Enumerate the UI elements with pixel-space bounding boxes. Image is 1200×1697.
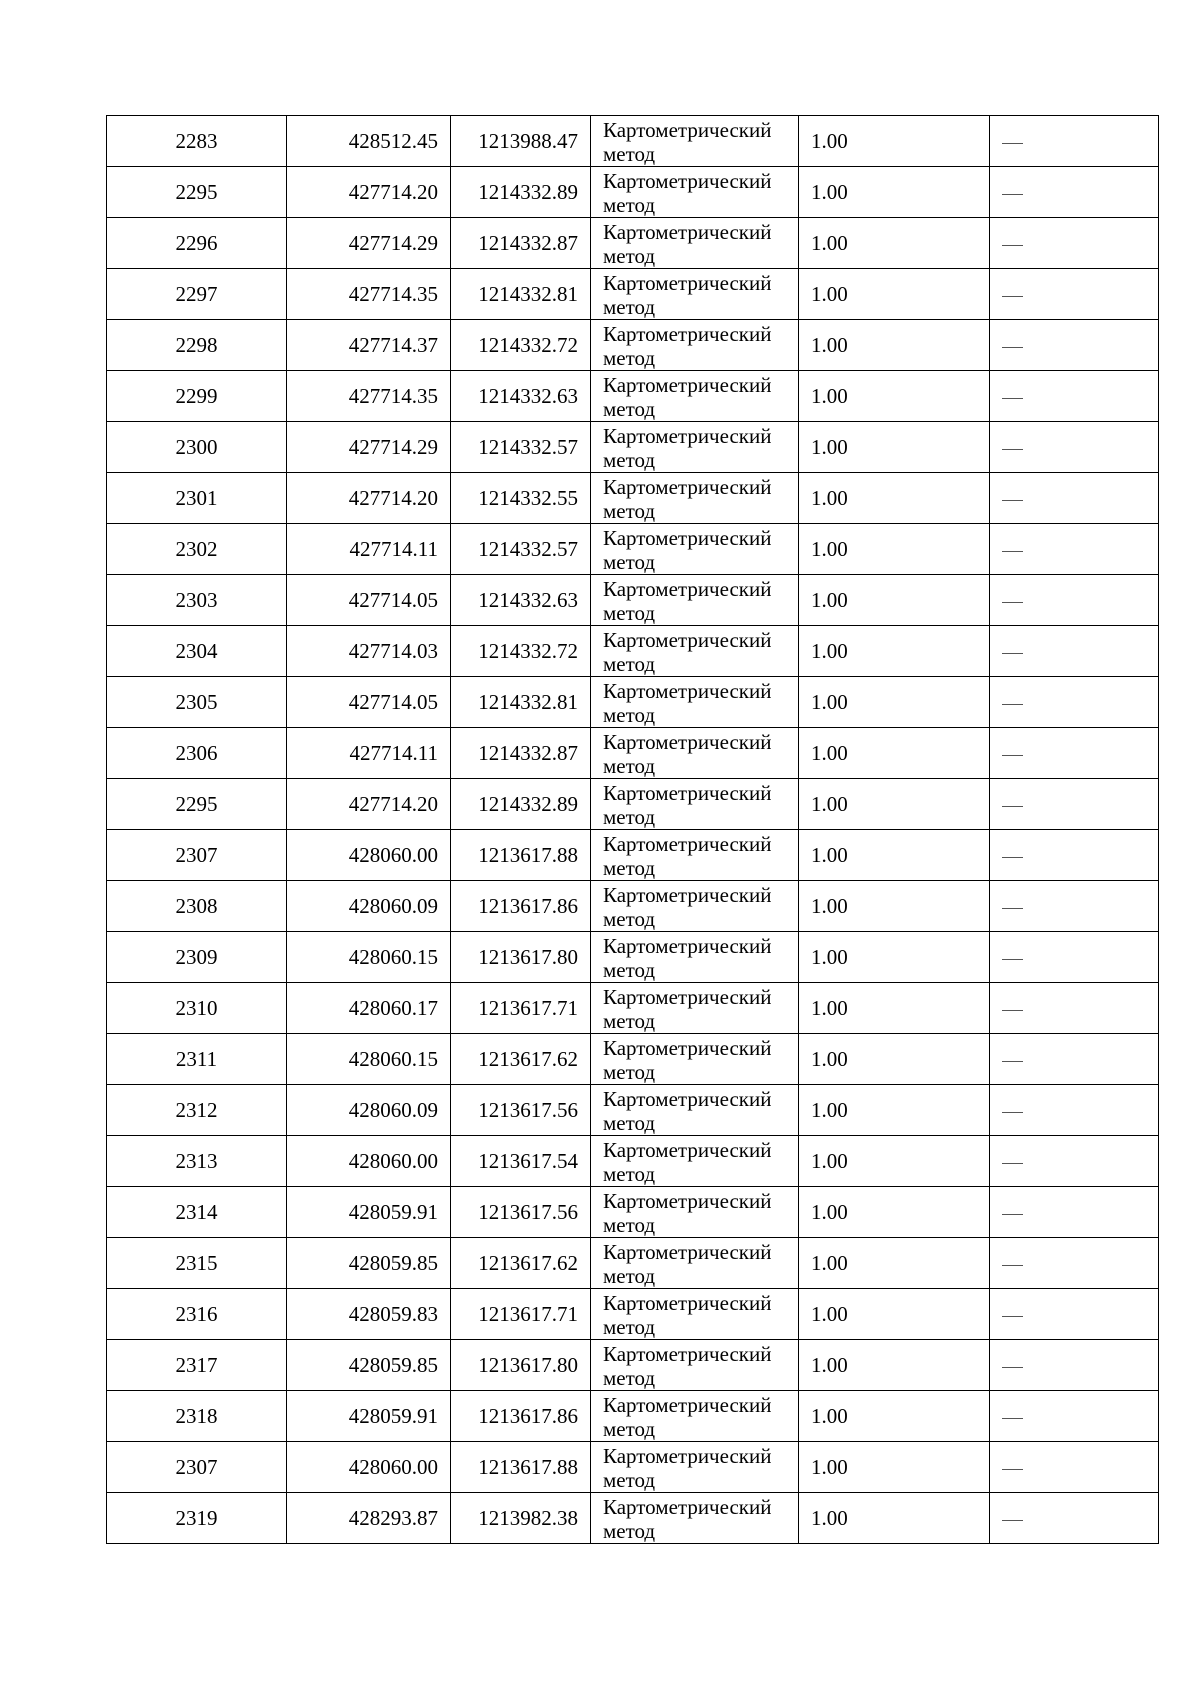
precision-cell: 1.00 (799, 167, 990, 218)
precision-cell: 1.00 (799, 1391, 990, 1442)
note-dash (1002, 1367, 1023, 1368)
method-cell: Картометрический метод (591, 1442, 799, 1493)
point-number-cell: 2295 (107, 779, 287, 830)
table-row (107, 116, 1159, 167)
method-cell: Картометрический метод (591, 422, 799, 473)
note-dash (1002, 653, 1023, 654)
note-dash (1002, 449, 1023, 450)
x-coordinate-cell: 428060.00 (287, 830, 451, 881)
x-coordinate-cell: 427714.35 (287, 371, 451, 422)
point-number-cell: 2312 (107, 1085, 287, 1136)
y-coordinate-cell: 1213617.54 (451, 1136, 591, 1187)
note-dash (1002, 245, 1023, 246)
method-cell: Картометрический метод (591, 830, 799, 881)
note-dash (1002, 500, 1023, 501)
precision-cell: 1.00 (799, 1034, 990, 1085)
x-coordinate-cell: 427714.37 (287, 320, 451, 371)
precision-cell: 1.00 (799, 1136, 990, 1187)
coordinates-table-body (107, 116, 1159, 1544)
x-coordinate-cell: 427714.29 (287, 218, 451, 269)
point-number-cell: 2309 (107, 932, 287, 983)
x-coordinate-cell: 427714.20 (287, 167, 451, 218)
precision-cell: 1.00 (799, 524, 990, 575)
table-row (107, 1391, 1159, 1442)
note-cell (990, 728, 1159, 779)
point-number-cell: 2283 (107, 116, 287, 167)
note-dash (1002, 602, 1023, 603)
note-dash (1002, 1061, 1023, 1062)
table-row (107, 1187, 1159, 1238)
note-cell (990, 932, 1159, 983)
x-coordinate-cell: 427714.29 (287, 422, 451, 473)
table-row (107, 779, 1159, 830)
x-coordinate-cell: 428059.91 (287, 1391, 451, 1442)
x-coordinate-cell: 428060.17 (287, 983, 451, 1034)
x-coordinate-cell: 427714.11 (287, 728, 451, 779)
point-number-cell: 2298 (107, 320, 287, 371)
method-cell: Картометрический метод (591, 1085, 799, 1136)
point-number-cell: 2304 (107, 626, 287, 677)
point-number-cell: 2306 (107, 728, 287, 779)
method-cell: Картометрический метод (591, 983, 799, 1034)
note-dash (1002, 755, 1023, 756)
table-row (107, 422, 1159, 473)
note-dash (1002, 143, 1023, 144)
method-cell: Картометрический метод (591, 524, 799, 575)
x-coordinate-cell: 428059.85 (287, 1238, 451, 1289)
x-coordinate-cell: 427714.20 (287, 473, 451, 524)
x-coordinate-cell: 427714.35 (287, 269, 451, 320)
y-coordinate-cell: 1213988.47 (451, 116, 591, 167)
precision-cell: 1.00 (799, 830, 990, 881)
table-row (107, 1136, 1159, 1187)
coordinates-table (106, 115, 1159, 1544)
method-cell: Картометрический метод (591, 575, 799, 626)
point-number-cell: 2302 (107, 524, 287, 575)
note-dash (1002, 1418, 1023, 1419)
note-cell (990, 1391, 1159, 1442)
point-number-cell: 2314 (107, 1187, 287, 1238)
note-cell (990, 1340, 1159, 1391)
point-number-cell: 2317 (107, 1340, 287, 1391)
x-coordinate-cell: 428059.85 (287, 1340, 451, 1391)
y-coordinate-cell: 1214332.57 (451, 524, 591, 575)
note-cell (990, 830, 1159, 881)
y-coordinate-cell: 1214332.87 (451, 728, 591, 779)
note-dash (1002, 1112, 1023, 1113)
point-number-cell: 2295 (107, 167, 287, 218)
y-coordinate-cell: 1213617.71 (451, 1289, 591, 1340)
note-cell (990, 1034, 1159, 1085)
note-dash (1002, 1469, 1023, 1470)
y-coordinate-cell: 1214332.63 (451, 371, 591, 422)
note-cell (990, 1289, 1159, 1340)
y-coordinate-cell: 1213617.88 (451, 830, 591, 881)
precision-cell: 1.00 (799, 422, 990, 473)
x-coordinate-cell: 428060.00 (287, 1442, 451, 1493)
point-number-cell: 2301 (107, 473, 287, 524)
precision-cell: 1.00 (799, 1289, 990, 1340)
table-row (107, 830, 1159, 881)
y-coordinate-cell: 1214332.72 (451, 320, 591, 371)
note-cell (990, 677, 1159, 728)
x-coordinate-cell: 428060.15 (287, 932, 451, 983)
x-coordinate-cell: 427714.05 (287, 575, 451, 626)
note-dash (1002, 908, 1023, 909)
precision-cell: 1.00 (799, 1085, 990, 1136)
table-row (107, 1289, 1159, 1340)
point-number-cell: 2319 (107, 1493, 287, 1544)
note-cell (990, 779, 1159, 830)
method-cell: Картометрический метод (591, 728, 799, 779)
y-coordinate-cell: 1213617.88 (451, 1442, 591, 1493)
y-coordinate-cell: 1213617.62 (451, 1238, 591, 1289)
y-coordinate-cell: 1214332.89 (451, 167, 591, 218)
precision-cell: 1.00 (799, 932, 990, 983)
note-dash (1002, 1520, 1023, 1521)
method-cell: Картометрический метод (591, 167, 799, 218)
method-cell: Картометрический метод (591, 1340, 799, 1391)
table-row (107, 728, 1159, 779)
note-dash (1002, 857, 1023, 858)
precision-cell: 1.00 (799, 1442, 990, 1493)
method-cell: Картометрический метод (591, 218, 799, 269)
method-cell: Картометрический метод (591, 626, 799, 677)
y-coordinate-cell: 1213617.86 (451, 1391, 591, 1442)
method-cell: Картометрический метод (591, 1187, 799, 1238)
point-number-cell: 2299 (107, 371, 287, 422)
note-dash (1002, 398, 1023, 399)
note-cell (990, 167, 1159, 218)
method-cell: Картометрический метод (591, 1136, 799, 1187)
x-coordinate-cell: 427714.05 (287, 677, 451, 728)
note-cell (990, 1187, 1159, 1238)
point-number-cell: 2305 (107, 677, 287, 728)
note-cell (990, 524, 1159, 575)
precision-cell: 1.00 (799, 320, 990, 371)
note-dash (1002, 1214, 1023, 1215)
point-number-cell: 2310 (107, 983, 287, 1034)
precision-cell: 1.00 (799, 575, 990, 626)
table-row (107, 1034, 1159, 1085)
note-dash (1002, 194, 1023, 195)
precision-cell: 1.00 (799, 1493, 990, 1544)
x-coordinate-cell: 428293.87 (287, 1493, 451, 1544)
note-dash (1002, 347, 1023, 348)
note-dash (1002, 806, 1023, 807)
table-row (107, 1340, 1159, 1391)
y-coordinate-cell: 1213617.80 (451, 1340, 591, 1391)
x-coordinate-cell: 427714.03 (287, 626, 451, 677)
point-number-cell: 2307 (107, 1442, 287, 1493)
y-coordinate-cell: 1214332.87 (451, 218, 591, 269)
y-coordinate-cell: 1214332.81 (451, 677, 591, 728)
table-row (107, 320, 1159, 371)
table-row (107, 575, 1159, 626)
method-cell: Картометрический метод (591, 677, 799, 728)
note-cell (990, 626, 1159, 677)
y-coordinate-cell: 1213982.38 (451, 1493, 591, 1544)
y-coordinate-cell: 1213617.62 (451, 1034, 591, 1085)
y-coordinate-cell: 1213617.56 (451, 1187, 591, 1238)
point-number-cell: 2297 (107, 269, 287, 320)
point-number-cell: 2303 (107, 575, 287, 626)
table-row (107, 1085, 1159, 1136)
point-number-cell: 2311 (107, 1034, 287, 1085)
precision-cell: 1.00 (799, 779, 990, 830)
method-cell: Картометрический метод (591, 1238, 799, 1289)
y-coordinate-cell: 1214332.72 (451, 626, 591, 677)
note-dash (1002, 551, 1023, 552)
method-cell: Картометрический метод (591, 881, 799, 932)
method-cell: Картометрический метод (591, 1493, 799, 1544)
x-coordinate-cell: 427714.11 (287, 524, 451, 575)
note-cell (990, 983, 1159, 1034)
table-row (107, 983, 1159, 1034)
precision-cell: 1.00 (799, 983, 990, 1034)
y-coordinate-cell: 1213617.80 (451, 932, 591, 983)
method-cell: Картометрический метод (591, 1289, 799, 1340)
note-dash (1002, 704, 1023, 705)
method-cell: Картометрический метод (591, 320, 799, 371)
precision-cell: 1.00 (799, 269, 990, 320)
x-coordinate-cell: 427714.20 (287, 779, 451, 830)
table-row (107, 1493, 1159, 1544)
note-cell (990, 575, 1159, 626)
table-row (107, 881, 1159, 932)
note-cell (990, 1238, 1159, 1289)
note-cell (990, 269, 1159, 320)
precision-cell: 1.00 (799, 728, 990, 779)
y-coordinate-cell: 1214332.63 (451, 575, 591, 626)
note-cell (990, 218, 1159, 269)
method-cell: Картометрический метод (591, 473, 799, 524)
y-coordinate-cell: 1214332.89 (451, 779, 591, 830)
y-coordinate-cell: 1213617.71 (451, 983, 591, 1034)
table-row (107, 1238, 1159, 1289)
method-cell: Картометрический метод (591, 1391, 799, 1442)
note-dash (1002, 959, 1023, 960)
note-dash (1002, 1265, 1023, 1266)
x-coordinate-cell: 428060.15 (287, 1034, 451, 1085)
x-coordinate-cell: 428060.00 (287, 1136, 451, 1187)
point-number-cell: 2315 (107, 1238, 287, 1289)
note-dash (1002, 1163, 1023, 1164)
method-cell: Картометрический метод (591, 269, 799, 320)
table-row (107, 677, 1159, 728)
table-row (107, 218, 1159, 269)
method-cell: Картометрический метод (591, 932, 799, 983)
x-coordinate-cell: 428060.09 (287, 1085, 451, 1136)
note-cell (990, 881, 1159, 932)
precision-cell: 1.00 (799, 677, 990, 728)
point-number-cell: 2313 (107, 1136, 287, 1187)
x-coordinate-cell: 428060.09 (287, 881, 451, 932)
note-dash (1002, 296, 1023, 297)
y-coordinate-cell: 1213617.86 (451, 881, 591, 932)
x-coordinate-cell: 428059.91 (287, 1187, 451, 1238)
precision-cell: 1.00 (799, 473, 990, 524)
method-cell: Картометрический метод (591, 371, 799, 422)
precision-cell: 1.00 (799, 881, 990, 932)
table-row (107, 626, 1159, 677)
table-row (107, 371, 1159, 422)
table-row (107, 269, 1159, 320)
note-cell (990, 1442, 1159, 1493)
note-cell (990, 422, 1159, 473)
table-row (107, 473, 1159, 524)
precision-cell: 1.00 (799, 626, 990, 677)
note-cell (990, 371, 1159, 422)
note-cell (990, 473, 1159, 524)
y-coordinate-cell: 1214332.81 (451, 269, 591, 320)
precision-cell: 1.00 (799, 116, 990, 167)
point-number-cell: 2307 (107, 830, 287, 881)
note-dash (1002, 1316, 1023, 1317)
note-cell (990, 320, 1159, 371)
method-cell: Картометрический метод (591, 779, 799, 830)
y-coordinate-cell: 1213617.56 (451, 1085, 591, 1136)
note-cell (990, 116, 1159, 167)
table-row (107, 932, 1159, 983)
method-cell: Картометрический метод (591, 1034, 799, 1085)
y-coordinate-cell: 1214332.55 (451, 473, 591, 524)
note-cell (990, 1136, 1159, 1187)
table-row (107, 1442, 1159, 1493)
point-number-cell: 2308 (107, 881, 287, 932)
point-number-cell: 2316 (107, 1289, 287, 1340)
precision-cell: 1.00 (799, 371, 990, 422)
point-number-cell: 2300 (107, 422, 287, 473)
method-cell: Картометрический метод (591, 116, 799, 167)
precision-cell: 1.00 (799, 1340, 990, 1391)
note-cell (990, 1085, 1159, 1136)
x-coordinate-cell: 428512.45 (287, 116, 451, 167)
table-row (107, 167, 1159, 218)
precision-cell: 1.00 (799, 1238, 990, 1289)
x-coordinate-cell: 428059.83 (287, 1289, 451, 1340)
note-dash (1002, 1010, 1023, 1011)
point-number-cell: 2318 (107, 1391, 287, 1442)
table-row (107, 524, 1159, 575)
point-number-cell: 2296 (107, 218, 287, 269)
y-coordinate-cell: 1214332.57 (451, 422, 591, 473)
note-cell (990, 1493, 1159, 1544)
precision-cell: 1.00 (799, 218, 990, 269)
precision-cell: 1.00 (799, 1187, 990, 1238)
